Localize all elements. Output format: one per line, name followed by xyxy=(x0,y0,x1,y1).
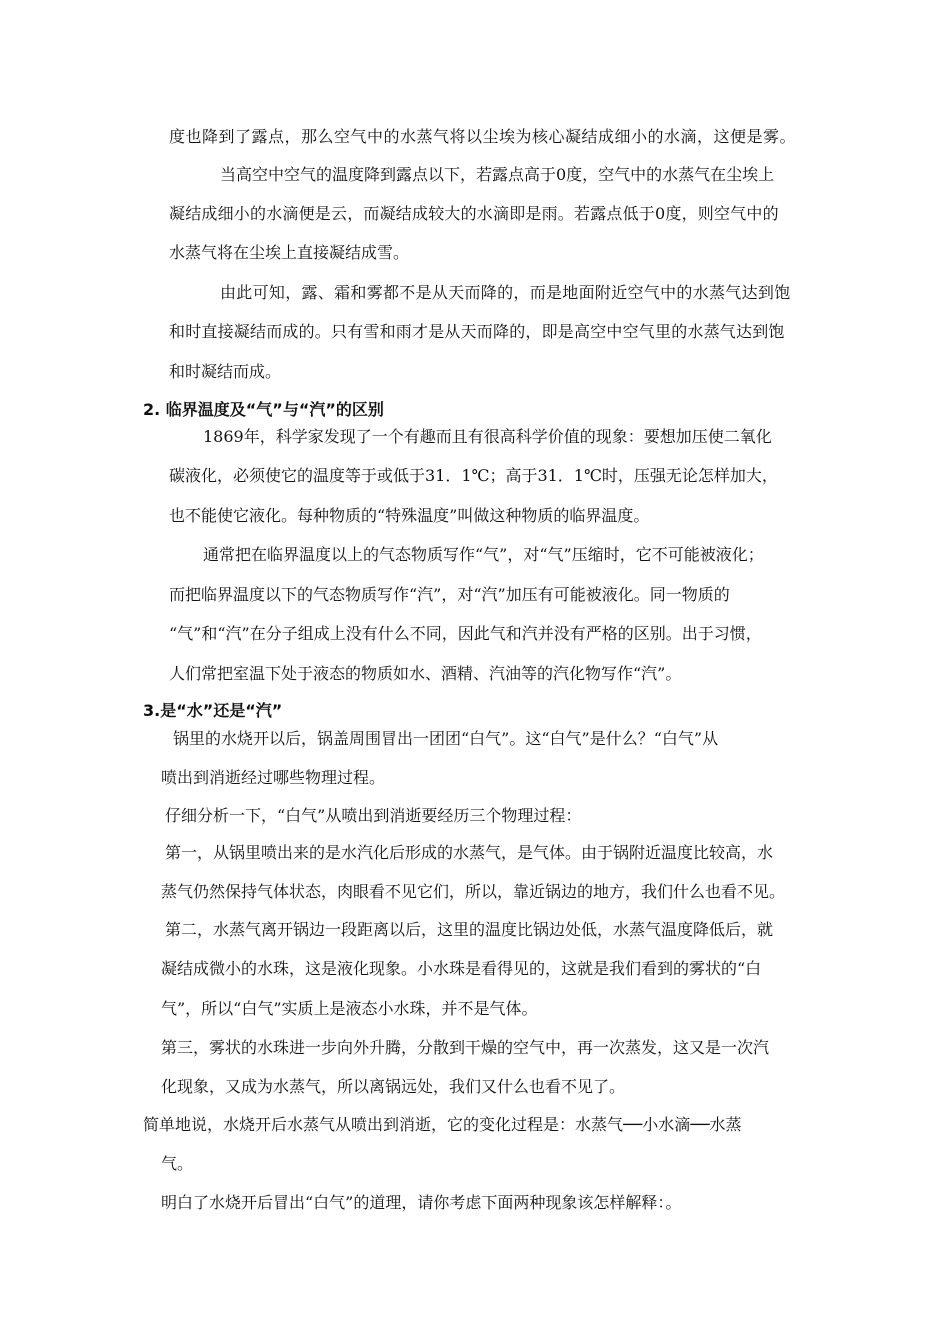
paragraph-line: 化现象，又成为水蒸气，所以离锅远处，我们又什么也看不见了。 xyxy=(161,1077,626,1096)
paragraph-line: 第二，水蒸气离开锅边一段距离以后，这里的温度比锅边处低，水蒸气温度降低后，就 xyxy=(165,920,774,939)
paragraph-line: 第三，雾状的水珠进一步向外升腾，分散到干燥的空气中，再一次蒸发，这又是一次汽 xyxy=(161,1038,770,1057)
paragraph-line: 当高空中空气的温度降到露点以下，若露点高于0度，空气中的水蒸气在尘埃上 xyxy=(220,165,775,184)
section-heading-2: 2. 临界温度及“气”与“汽”的区别 xyxy=(143,400,384,419)
paragraph-line: 度也降到了露点，那么空气中的水蒸气将以尘埃为核心凝结成细小的水滴，这便是雾。 xyxy=(169,127,797,146)
paragraph-line: 凝结成微小的水珠，这是液化现象。小水珠是看得见的，这就是我们看到的雾状的“白 xyxy=(161,959,762,978)
paragraph-line: 第一，从锅里喷出来的是水汽化后形成的水蒸气，是气体。由于锅附近温度比较高，水 xyxy=(165,843,774,862)
paragraph-line: 喷出到消逝经过哪些物理过程。 xyxy=(161,768,386,787)
paragraph-line: 蒸气仍然保持气体状态，肉眼看不见它们，所以，靠近锅边的地方，我们什么也看不见。 xyxy=(161,882,786,901)
paragraph-line: 气。 xyxy=(161,1154,194,1173)
paragraph-line: 由此可知，露、霜和雾都不是从天而降的，而是地面附近空气中的水蒸气达到饱 xyxy=(220,283,791,302)
paragraph-line: 1869年，科学家发现了一个有趣而且有很高科学价值的现象：要想加压使二氧化 xyxy=(203,427,772,446)
paragraph-line: 和时凝结而成。 xyxy=(169,362,282,381)
paragraph-line: “气”和“汽”在分子组成上没有什么不同，因此气和汽并没有严格的区别。出于习惯， xyxy=(169,624,762,643)
paragraph-line: 仔细分析一下，“白气”从喷出到消逝要经历三个物理过程： xyxy=(165,806,582,825)
paragraph-line: 人们常把室温下处于液态的物质如水、酒精、汽油等的汽化物写作“汽”。 xyxy=(169,664,682,683)
paragraph-line: 凝结成细小的水滴便是云，而凝结成较大的水滴即是雨。若露点低于0度，则空气中的 xyxy=(169,204,779,223)
paragraph-line: 通常把在临界温度以上的气态物质写作“气”，对“气”压缩时，它不可能被液化； xyxy=(203,545,764,564)
paragraph-line: 简单地说，水烧开后水蒸气从喷出到消逝，它的变化过程是：水蒸气──小水滴──水蒸 xyxy=(143,1115,742,1134)
paragraph-line: 也不能使它液化。每种物质的“特殊温度”叫做这种物质的临界温度。 xyxy=(169,506,650,525)
section-heading-3: 3.是“水”还是“汽” xyxy=(143,701,283,720)
paragraph-line: 锅里的水烧开以后，锅盖周围冒出一团团“白气”。这“白气”是什么？“白气”从 xyxy=(173,729,719,748)
paragraph-line: 明白了水烧开后冒出“白气”的道理，请你考虑下面两种现象该怎样解释：。 xyxy=(161,1193,682,1212)
paragraph-line: 水蒸气将在尘埃上直接凝结成雪。 xyxy=(169,243,410,262)
paragraph-line: 而把临界温度以下的气态物质写作“汽”，对“汽”加压有可能被液化。同一物质的 xyxy=(169,585,730,604)
paragraph-line: 和时直接凝结而成的。只有雪和雨才是从天而降的，即是高空中空气里的水蒸气达到饱 xyxy=(169,322,785,341)
paragraph-line: 气”，所以“白气”实质上是液态小水珠，并不是气体。 xyxy=(161,999,538,1018)
paragraph-line: 碳液化，必须使它的温度等于或低于31．1℃；高于31．1℃时，压强无论怎样加大， xyxy=(169,466,778,485)
